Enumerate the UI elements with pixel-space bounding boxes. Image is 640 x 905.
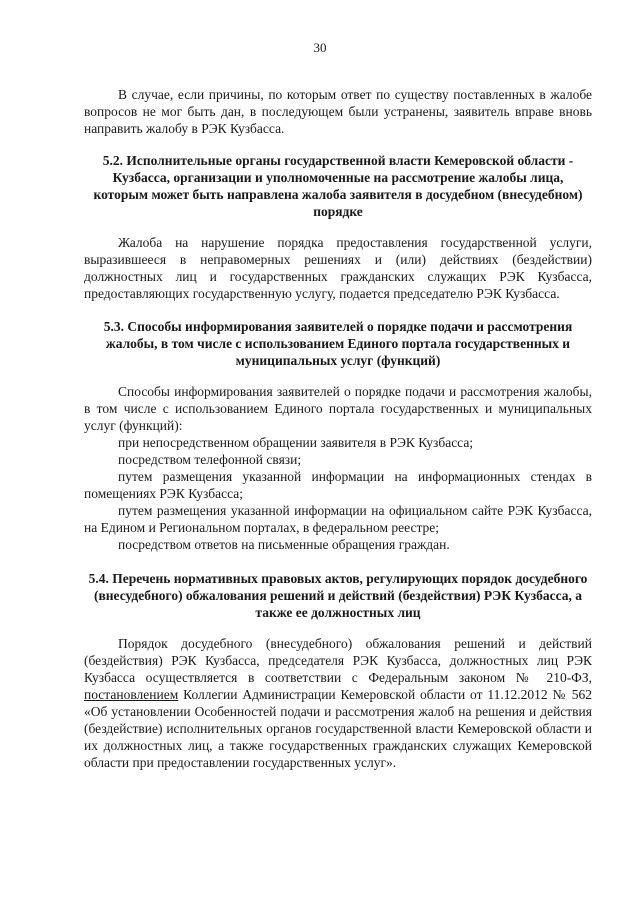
list-item: путем размещения указанной информации на информационных стендах в помещениях РЭК Кузбасса; (84, 469, 592, 501)
heading-5-2: 5.2. Исполнительные органы государственной власти Кемеровской области - Кузбасса, организации и уполномоченные на рассмотрение жалобы лица, которым может быть направлена жалоба заявителя в досудебном (внесудебном) порядке (93, 153, 583, 219)
list-item: при непосредственном обращении заявителя в РЭК Кузбасса; (118, 435, 474, 450)
paragraph-repeat-complaint: В случае, если причины, по которым ответ по существу поставленных в жалобе вопросов не мог быть дан, в последующем были устранены, заявитель вправе вновь направить жалобу в РЭК Кузбасса. (84, 87, 592, 136)
paragraph-complaint-recipient: Жалоба на нарушение порядка предоставления государственной услуги, выразившееся в неправомерных решениях и (или) действиях (бездействии) должностных лиц и государственных гражданских служащих РЭК Кузбасса, предоставляющих государственную услугу, подается председателю РЭК Кузбасса. (84, 235, 592, 301)
list-item: посредством телефонной связи; (118, 452, 302, 467)
legal-acts-text-end: Коллегии Администрации Кемеровской области от 11.12.2012 № 562 «Об установлении Особенностей подачи и рассмотрения жалоб на решения и действия (бездействие) исполнительных органов государственной власти Кемеровской области и их должностных лиц, а также государственных гражданских служащих Кемеровской области при предоставлении государственных услуг». (84, 687, 592, 770)
heading-5-4: 5.4. Перечень нормативных правовых актов, регулирующих порядок досудебного (внесудебного) обжалования решений и действий (бездействия) РЭК Кузбасса, а также ее должностных лиц (88, 571, 588, 620)
legal-acts-text-start: Порядок досудебного (внесудебного) обжалования решений и действий (бездействия) РЭК Кузбасса, председателя РЭК Кузбасса, должностных лиц РЭК Кузбасса осуществляется в соответствии с Федеральным законом № 210-ФЗ, (84, 636, 592, 685)
paragraph-legal-acts (84, 635, 592, 771)
list-item: посредством ответов на письменные обращения граждан. (118, 537, 450, 552)
page-number: 30 (313, 40, 327, 55)
heading-5-3: 5.3. Способы информирования заявителей о порядке подачи и рассмотрения жалобы, в том числе с использованием Единого портала государственных и муниципальных услуг (функций) (103, 319, 573, 368)
resolution-link[interactable]: постановлением (84, 687, 179, 702)
paragraph-info-methods: Способы информирования заявителей о порядке подачи и рассмотрения жалобы, в том числе с использованием Единого портала государственных и муниципальных услуг (функций): (84, 384, 592, 433)
list-item: путем размещения указанной информации на официальном сайте РЭК Кузбасса, на Едином и Региональном порталах, в федеральном реестре; (84, 503, 592, 535)
